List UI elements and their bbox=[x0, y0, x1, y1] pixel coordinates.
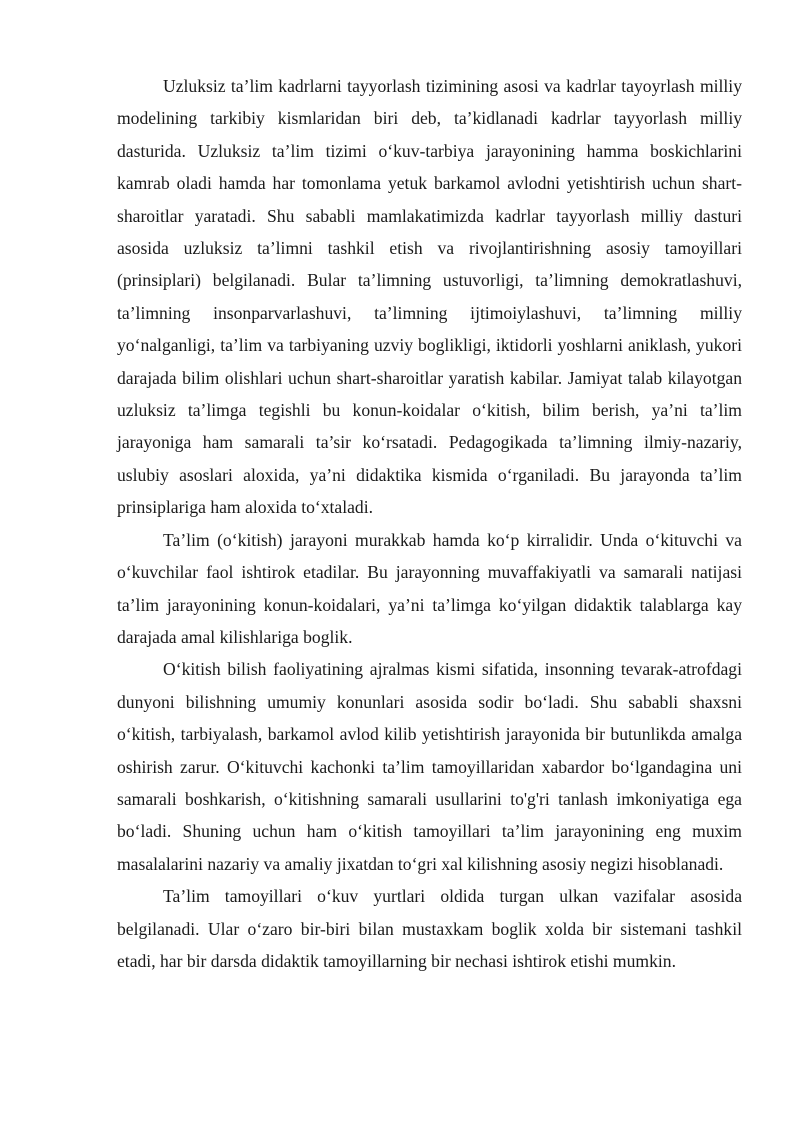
paragraph-learning-process: Ta’lim (o‘kitish) jarayoni murakkab hamda ko‘p kirralidir. Unda o‘kituvchi va o‘kuvchilar faol ishtirok etadilar. Bu jarayonning muvaffakiyatli va samarali natijasi ta’lim jarayonining konun-koidalari, ya’ni ta’limga ko‘yilgan didaktik talablarga kay darajada amal kilishlariga boglik. bbox=[117, 529, 742, 647]
document-page bbox=[117, 70, 742, 977]
paragraph-teaching-cognition: O‘kitish bilish faoliyatining ajralmas kismi sifatida, insonning tevarak-atrofdagi dunyoni bilishning umumiy konunlari asosida sodir bo‘ladi. Shu sababli shaxsni o‘kitish, tarbiyalash, barkamol avlod kilib yetishtirish jarayonida bir butunlikda amalga oshirish zarur. O‘kituvchi kachonki ta’lim tamoyillaridan xabardor bo‘lgandagina uni samarali boshkarish, o‘kitishning samarali usullarini to'g'ri tanlash imkoniyatiga ega bo‘ladi. Shuning uchun ham o‘kitish tamoyillari ta’lim jarayonining eng muxim masalalarini nazariy va amaliy jixatdan to‘gri xal kilishning asosiy negizi hisoblanadi. bbox=[117, 659, 742, 874]
paragraph-education-principles: Ta’lim tamoyillari o‘kuv yurtlari oldida turgan ulkan vazifalar asosida belgilanadi. Ular o‘zaro bir-biri bilan mustaxkam boglik xolda bir sistemani tashkil etadi, har bir darsda didaktik tamoyillarning bir nechasi ishtirok etishi mumkin. bbox=[117, 886, 742, 971]
paragraph-continuous-education: Uzluksiz ta’lim kadrlarni tayyorlash tizimining asosi va kadrlar tayoyrlash milliy modelining tarkibiy kismlaridan biri deb, ta’kidlanadi kadrlar tayyorlash milliy dasturida. Uzluksiz ta’lim tizimi o‘kuv-tarbiya jarayonining hamma boskichlarini kamrab oladi hamda har tomonlama yetuk barkamol avlodni yetishtirish uchun shart-sharoitlar yaratadi. Shu sababli mamlakatimizda kadrlar tayyorlash milliy dasturi asosida uzluksiz ta’limni tashkil etish va rivojlantirishning asosiy tamoyillari (prinsiplari) belgilanadi. Bular ta’limning ustuvorligi, ta’limning demokratlashuvi, ta’limning insonparvarlashuvi, ta’limning ijtimoiylashuvi, ta’limning milliy yo‘nalganligi, ta’lim va tarbiyaning uzviy boglikligi, iktidorli yoshlarni aniklash, yukori darajada bilim olishlari uchun shart-sharoitlar yaratish kabilar. Jamiyat talab kilayotgan uzluksiz ta’limga tegishli bu konun-koidalar o‘kitish, bilim berish, ya’ni ta’lim jarayoniga ham samarali ta’sir ko‘rsatadi. Pedagogikada ta’limning ilmiy-nazariy, uslubiy asoslari aloxida, ya’ni didaktika kismida o‘rganiladi. Bu jarayonda ta’lim prinsiplariga ham aloxida to‘xtaladi. bbox=[117, 76, 742, 518]
